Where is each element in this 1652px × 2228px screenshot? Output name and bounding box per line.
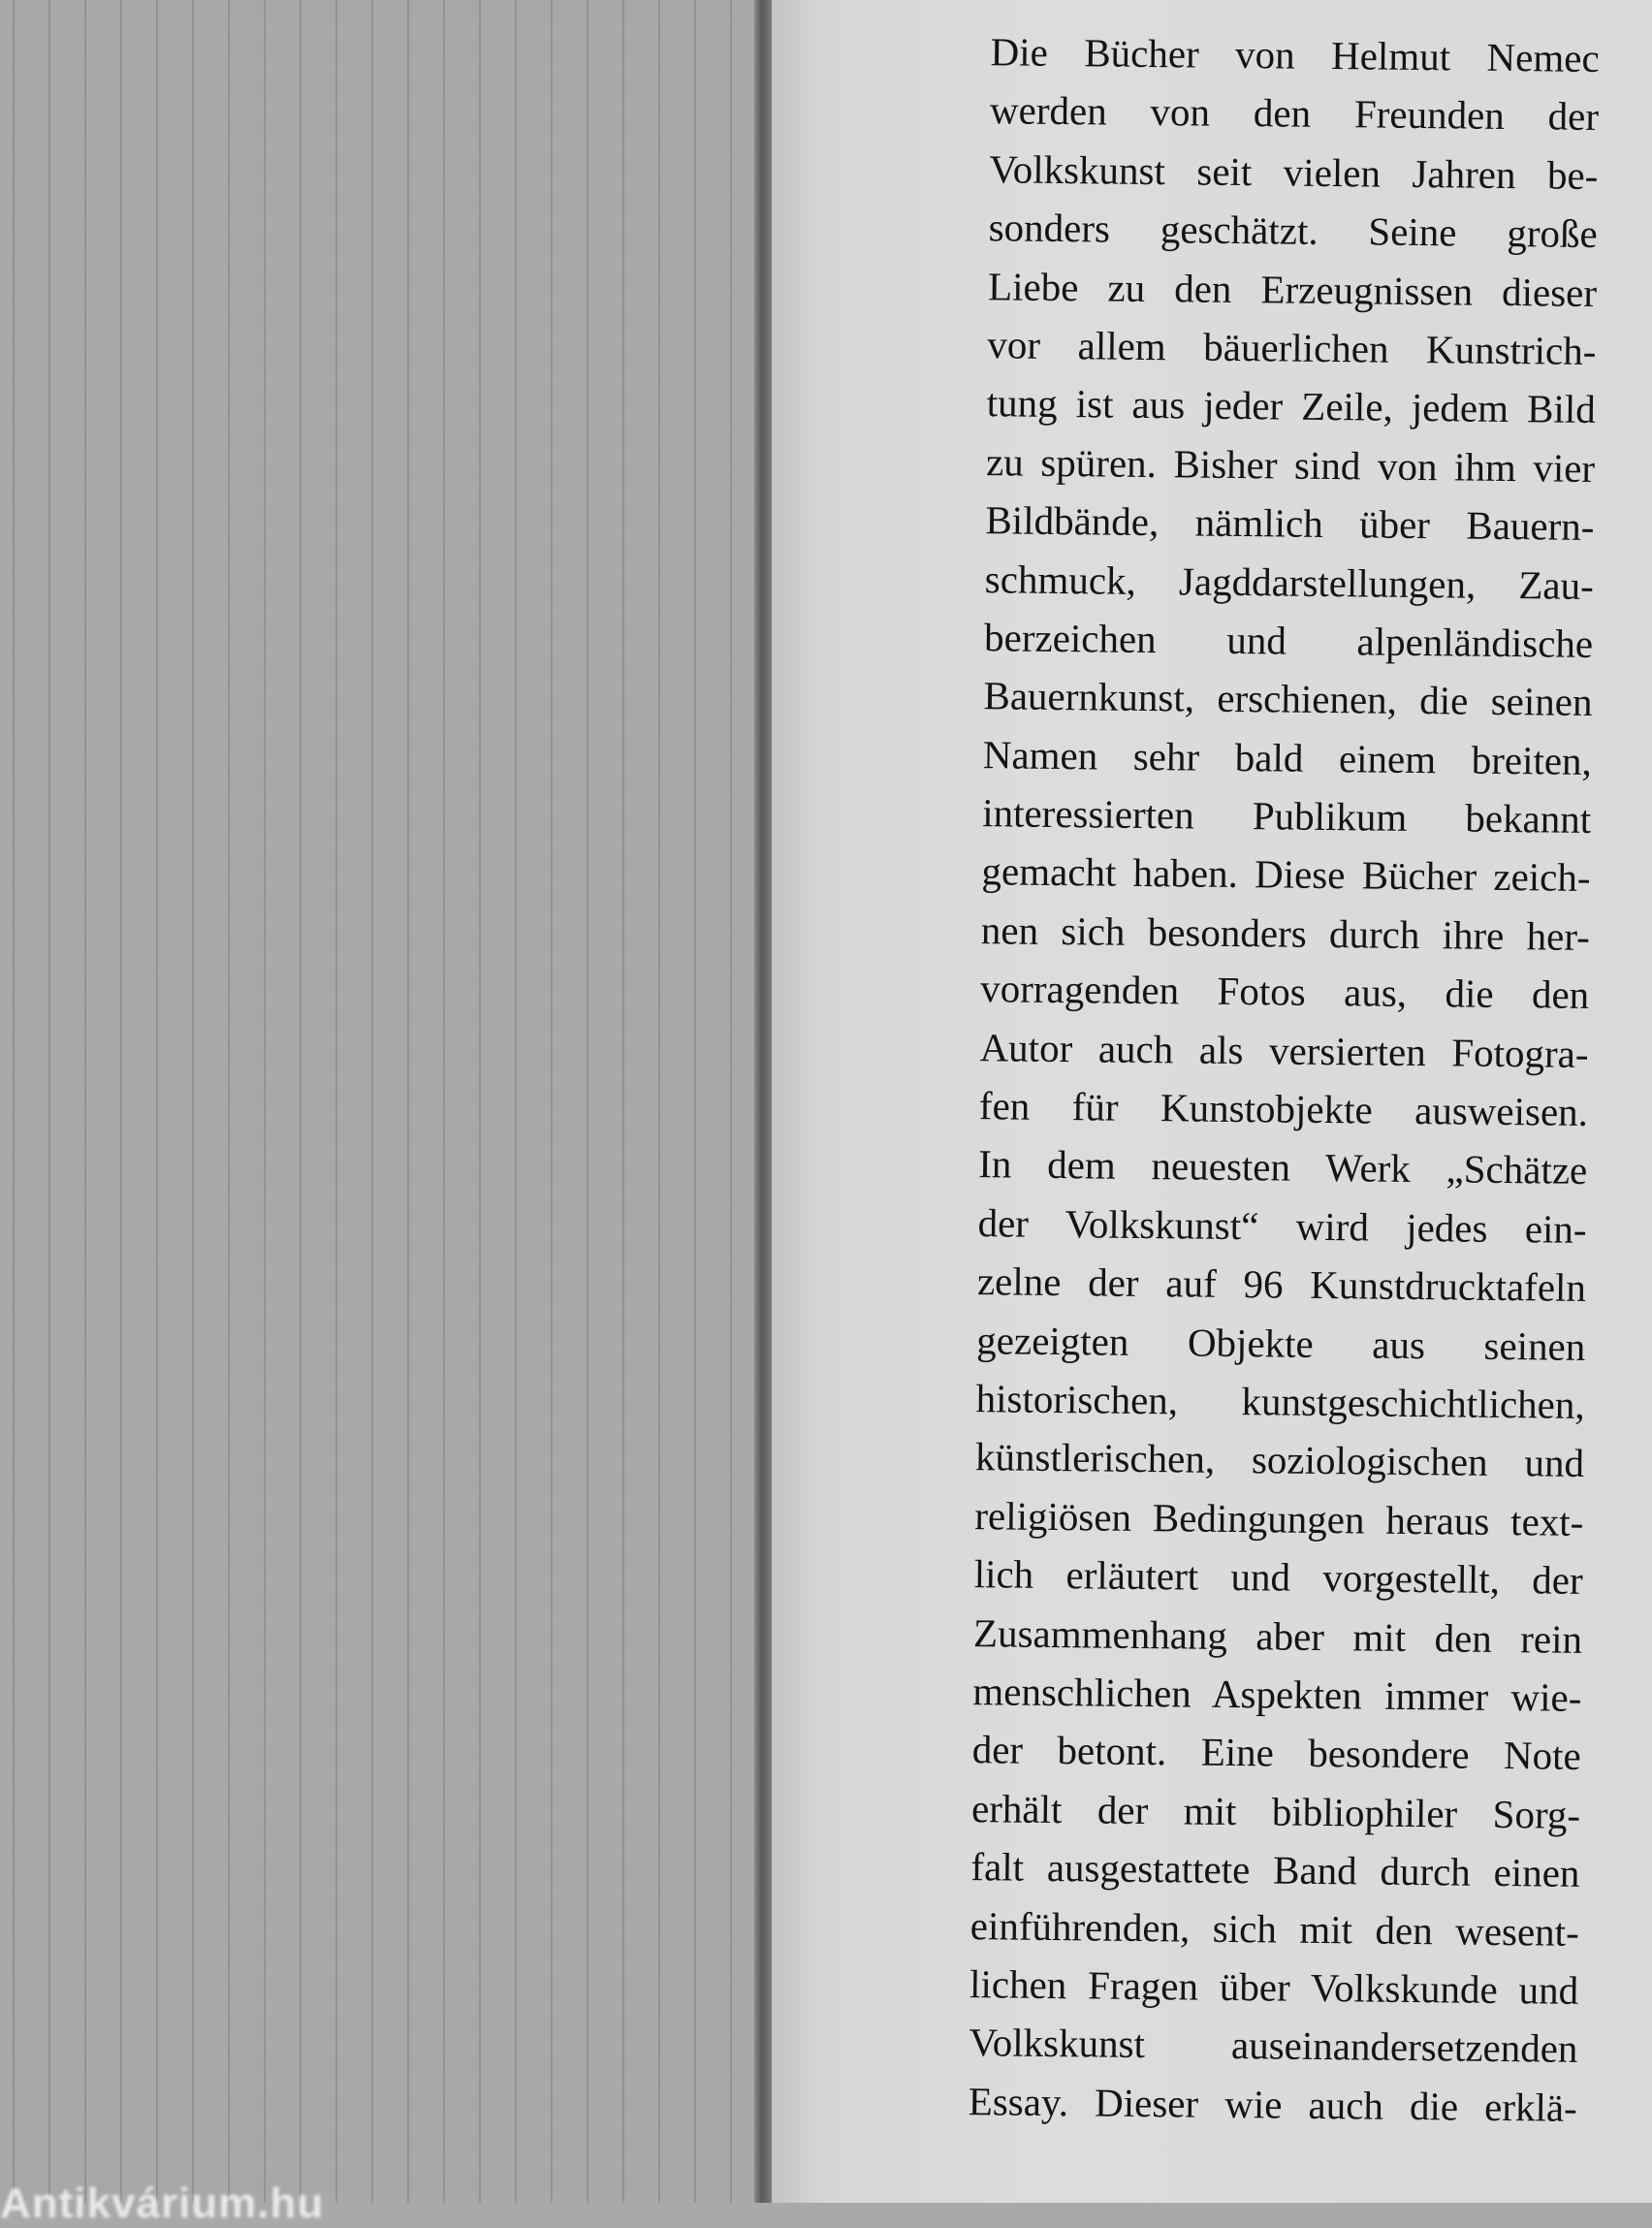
text-line-content: religiösen Bedingungen heraus text- [974,1492,1584,1544]
text-line-content: künstlerischen, soziologischen und [974,1434,1585,1486]
text-line-content: interessierten Publikum bekannt [981,790,1592,843]
text-line-content: vorragenden Fotos aus, die den [980,966,1590,1018]
text-line-content: Namen sehr bald einem breiten, [982,731,1593,783]
text-line-content: In dem neuesten Werk „Schätze [978,1141,1588,1194]
text-line [976,1311,1586,1376]
text-line-content: lich erläutert und vorgestellt, der [973,1551,1583,1604]
text-line-content: lichen Fragen über Volkskunde und [969,1960,1579,2013]
text-line [971,1720,1581,1785]
text-line-content: menschlichen Aspekten immer wie- [972,1669,1582,1720]
text-line-content: falt ausgestattete Band durch einen [970,1844,1580,1895]
text-line [989,140,1599,205]
text-line [990,81,1600,146]
text-line-content: Die Bücher von Helmut Nemec [990,29,1600,80]
text-line [975,1369,1585,1434]
text-line-content: Volkskunst seit vielen Jahren be- [989,145,1599,198]
text-line [969,2072,1578,2137]
text-line-content: nen sich besonders durch ihre her- [980,907,1591,959]
text-line [979,1018,1589,1083]
text-line-content: der Volkskunst“ wird jedes ein- [977,1199,1587,1252]
text-line [987,315,1597,380]
text-line [990,22,1600,87]
text-line [975,1427,1585,1492]
text-line [983,666,1593,731]
text-line-content: Autor auch als versierten Fotogra- [979,1024,1589,1076]
text-line-content: zelne der auf 96 Kunstdrucktafeln [976,1258,1587,1311]
text-line [969,2013,1578,2078]
watermark: Antikvárium.hu [0,2180,325,2227]
text-line-content: Zusammenhang aber mit den rein [972,1609,1583,1662]
text-line-content: tung ist aus jeder Zeile, jedem Bild [986,380,1597,432]
text-line-content: sonders geschätzt. Seine große [988,205,1598,257]
book-cover-wood-texture [0,0,764,2203]
text-line [970,1837,1580,1902]
text-line-content: fen für Kunstobjekte ausweisen. [978,1083,1589,1134]
text-line-content: Essay. Dieser wie auch die erklä- [968,2078,1578,2130]
text-line [974,1486,1584,1551]
text-line [979,1076,1589,1141]
text-line-content: Bauernkunst, erschienen, die seinen [983,673,1593,725]
text-line-content: einführenden, sich mit den wesent- [969,1902,1580,1955]
text-line [988,198,1598,263]
text-line [971,1779,1581,1844]
text-line [969,1896,1579,1961]
text-line [986,432,1596,497]
text-line [985,550,1595,615]
text-line-content: Volkskunst auseinandersetzenden [969,2020,1578,2072]
text-line [972,1662,1582,1727]
text-line-content: vor allem bäuerlichen Kunstrich- [987,322,1597,373]
text-line [978,1135,1588,1200]
text-line [983,725,1593,790]
text-line [981,901,1591,966]
text-line [981,843,1591,907]
text-line-content: Bildbände, nämlich über Bauern- [985,497,1595,550]
text-line-content: gemacht haben. Diese Bücher zeich- [981,848,1591,901]
text-line [973,1604,1583,1669]
text-line [980,959,1590,1024]
text-line [986,374,1596,439]
blurb-text [969,22,1600,2137]
text-line [973,1544,1583,1609]
text-line-content: berzeichen und alpenländische [983,615,1594,666]
text-line [985,491,1595,556]
text-line-content: schmuck, Jagddarstellungen, Zau- [984,556,1595,608]
text-line-content: historischen, kunstgeschichtlichen, [975,1376,1585,1427]
book-spine-fold [754,0,772,2203]
text-line [982,783,1592,848]
text-line [984,608,1594,673]
text-line [977,1194,1587,1258]
text-line-content: gezeigten Objekte aus seinen [976,1317,1586,1369]
text-line-content: zu spüren. Bisher sind von ihm vier [985,438,1596,491]
text-line [988,257,1598,322]
text-line [977,1252,1587,1317]
text-line-content: der betont. Eine besondere Note [971,1727,1581,1779]
text-line-content: Liebe zu den Erzeugnissen dieser [987,263,1598,315]
text-line-content: werden von den Freunden der [989,87,1600,140]
text-line [969,1955,1579,2020]
text-line-content: erhält der mit bibliophiler Sorg- [970,1785,1581,1837]
